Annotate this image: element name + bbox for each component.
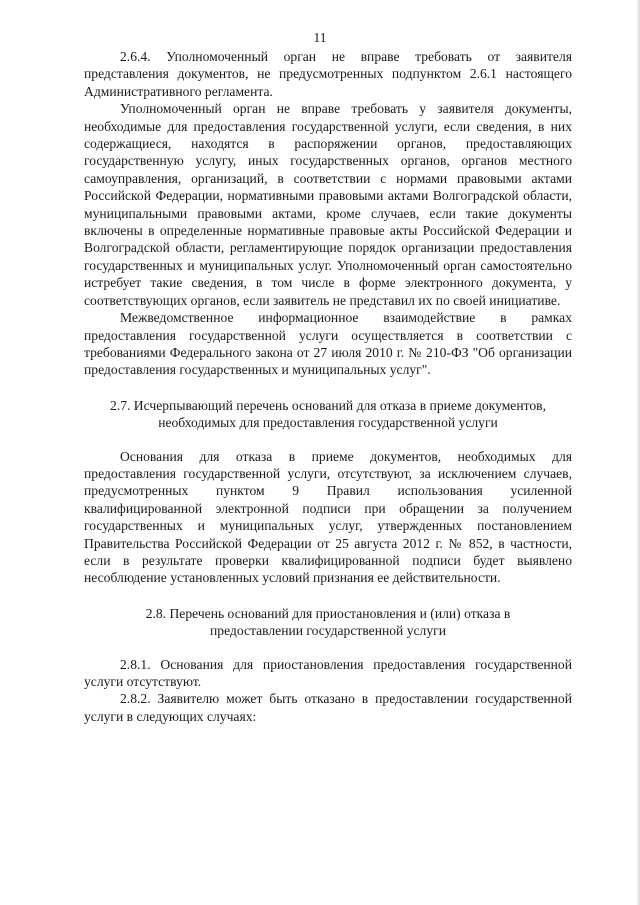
- section-title-2-8: 2.8. Перечень оснований для приостановления и (или) отказа в предоставлении государственной услуги: [145, 605, 511, 639]
- page-edge-shadow: [636, 0, 640, 905]
- paragraph-2-8-1: 2.8.1. Основания для приостановления предоставления государственной услуги отсутствуют.: [84, 656, 572, 689]
- page-number: 11: [313, 30, 327, 45]
- paragraph-2-8-2: 2.8.2. Заявителю может быть отказано в предоставлении государственной услуги в следующих случаях:: [84, 691, 572, 724]
- paragraph-authority-restriction: Уполномоченный орган не вправе требовать у заявителя документы, необходимые для предоставления государственной услуги, если сведения, в них содержащиеся, находятся в распоряжении органов, предоставляющих государственную услугу, иных государственных органов, органов местного самоуправления, организаций, в соответствии с нормами правовыми актами Российской Федерации, нормативными правовыми актами Волгоградской области, муниципальными правовыми актами, кроме случаев, если такие документы включены в определенные нормативные правовые акты Российской Федерации и Волгоградской области, регламентирующие порядок организации предоставления государственных и муниципальных услуг. Уполномоченный орган самостоятельно истребует такие сведения, в том числе в форме электронного документа, у соответствующих органов, если заявитель не представил их по своей инициативе.: [84, 101, 572, 308]
- section-title-2-7: 2.7. Исчерпывающий перечень оснований для отказа в приеме документов, необходимых для предоставления государственной услуги: [110, 397, 546, 431]
- document-body: [84, 48, 572, 725]
- paragraph-2-6-4: 2.6.4. Уполномоченный орган не вправе требовать от заявителя представления документов, не предусмотренных подпунктом 2.6.1 настоящего Административного регламента.: [84, 49, 572, 99]
- paragraph-2-7-grounds: Основания для отказа в приеме документов, необходимых для предоставления государственной услуги, отсутствуют, за исключением случаев, предусмотренных пунктом 9 Правил использования усиленной квалифицированной электронной подписи при обращении за получением государственных и муниципальных услуг, утвержденных постановлением Правительства Российской Федерации от 25 августа 2012 г. № 852, в частности, если в результате проверки квалифицированной подписи будет выявлено несоблюдение установленных условий признания ее действительности.: [84, 448, 572, 586]
- paragraph-interagency-interaction: Межведомственное информационное взаимодействие в рамках предоставления государственной услуги осуществляется в соответствии с требованиями Федерального закона от 27 июля 2010 г. № 210-ФЗ "Об организации предоставления государственных и муниципальных услуг".: [84, 310, 572, 378]
